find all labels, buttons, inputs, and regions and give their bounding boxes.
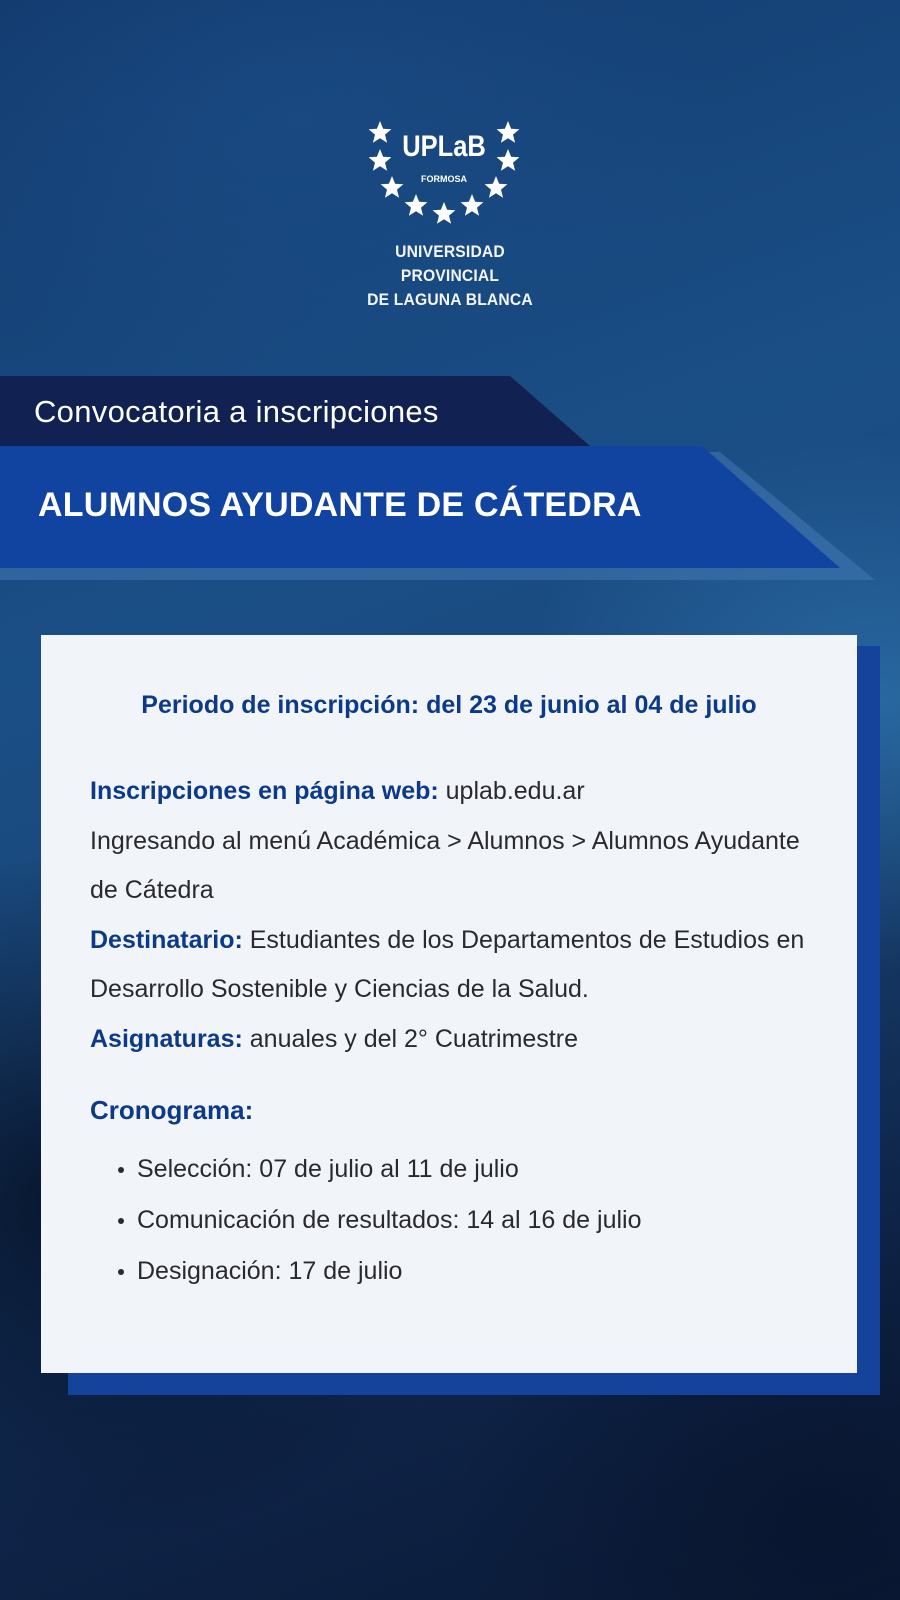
asig-label: Asignaturas: xyxy=(90,1024,243,1053)
schedule-item-text: Designación: 17 de julio xyxy=(137,1257,403,1285)
dest-line xyxy=(90,916,830,1015)
schedule-heading: Cronograma: xyxy=(90,1095,254,1125)
logo-subname: FORMOSA xyxy=(421,174,467,184)
banner-title: ALUMNOS AYUDANTE DE CÁTEDRA xyxy=(38,486,642,524)
bullet-icon xyxy=(118,1269,124,1275)
info-card xyxy=(41,635,857,1373)
subtitle-banner xyxy=(0,376,590,446)
menu-path: Ingresando al menú Académica > Alumnos > Alumnos Ayudante de Cátedra xyxy=(90,826,800,904)
bullet-icon xyxy=(118,1167,124,1173)
asig-value: anuales y del 2° Cuatrimestre xyxy=(242,1024,578,1053)
dest-label: Destinatario: xyxy=(90,925,243,954)
web-label: Inscripciones en página web: xyxy=(90,777,439,805)
university-name-line1: UNIVERSIDAD PROVINCIAL xyxy=(395,242,505,285)
university-logo xyxy=(340,118,560,309)
title-banner xyxy=(0,446,840,568)
university-name-line2: DE LAGUNA BLANCA xyxy=(367,290,533,309)
university-name xyxy=(349,240,551,312)
list-item xyxy=(90,1252,641,1303)
list-item xyxy=(90,1150,641,1201)
enrollment-period: Periodo de inscripción: del 23 de junio al 04 de julio xyxy=(141,691,757,719)
web-line xyxy=(90,767,830,817)
web-value[interactable]: uplab.edu.ar xyxy=(438,777,585,805)
schedule-item-text: Selección: 07 de julio al 11 de julio xyxy=(137,1155,519,1183)
banner-subtitle: Convocatoria a inscripciones xyxy=(34,394,439,429)
schedule-item-text: Comunicación de resultados: 14 al 16 de julio xyxy=(137,1206,642,1234)
logo-name: UPLaB xyxy=(402,130,486,163)
schedule-list xyxy=(90,1150,641,1303)
dest-value: Estudiantes de los Departamentos de Estudios en Desarrollo Sostenible y Ciencias de la Salud. xyxy=(90,925,805,1003)
list-item xyxy=(90,1201,641,1252)
info-body xyxy=(90,767,830,1064)
asig-line xyxy=(90,1015,830,1065)
bullet-icon xyxy=(118,1218,124,1224)
